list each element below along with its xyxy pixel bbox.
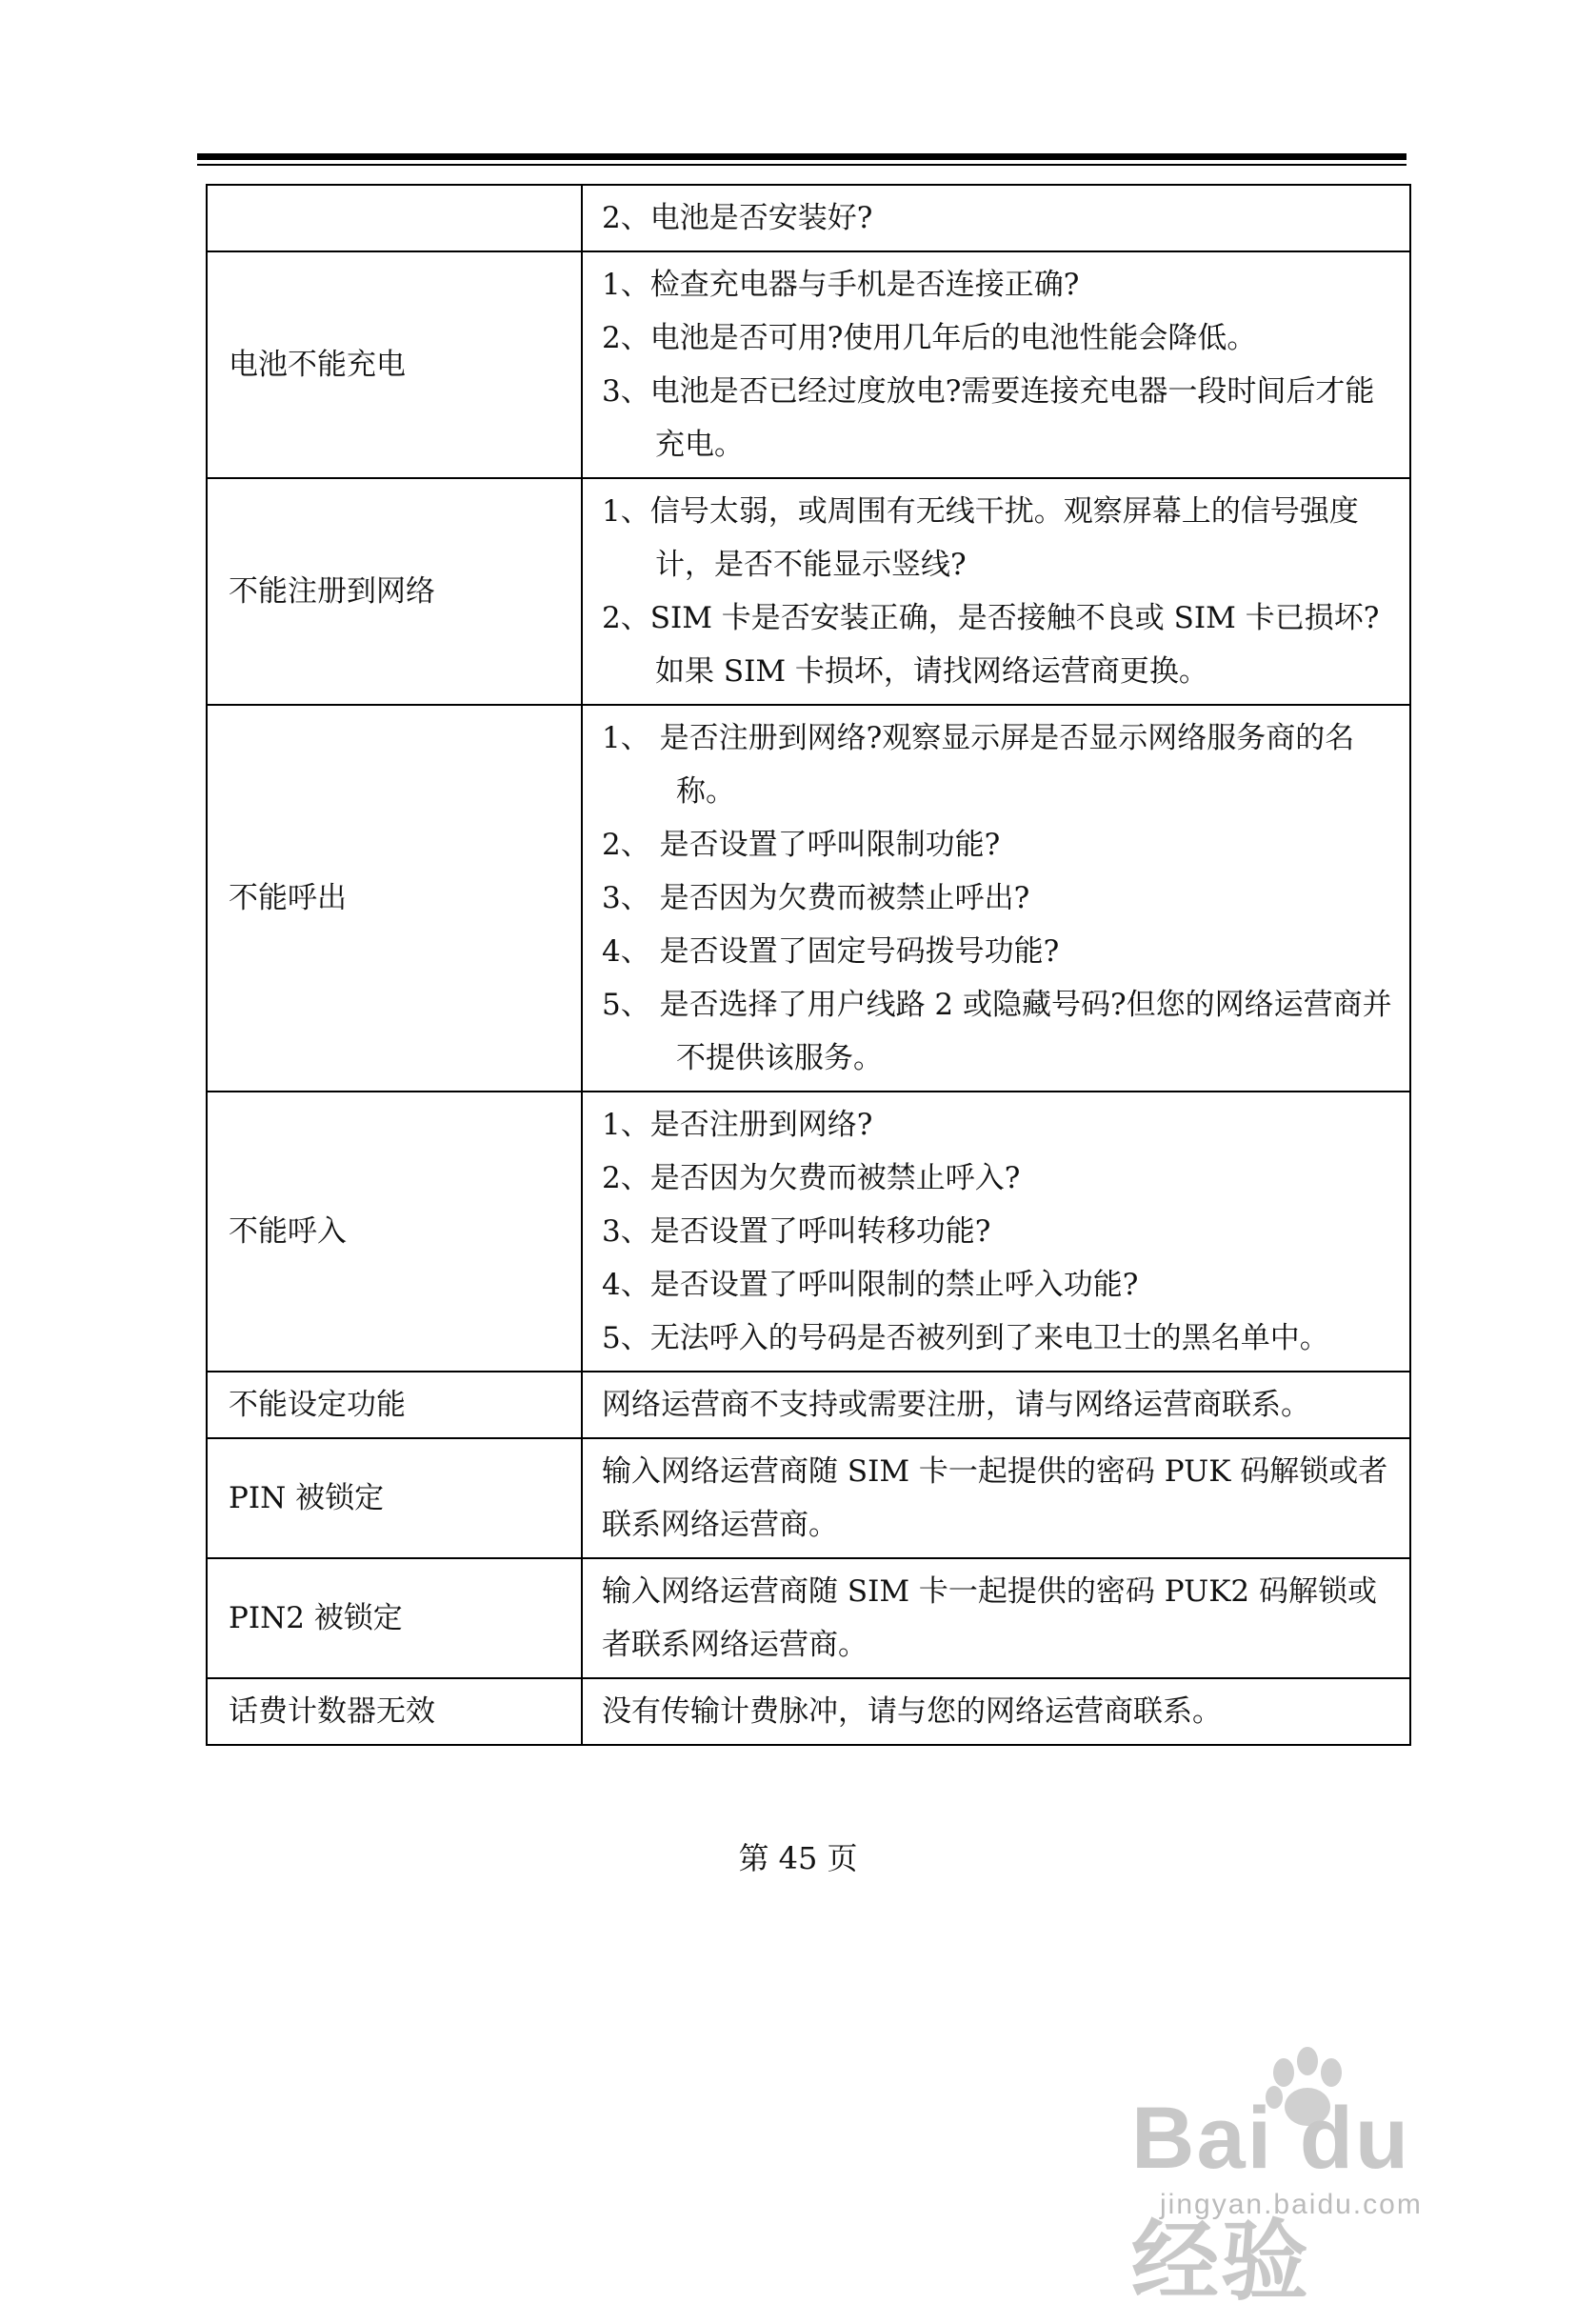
remedy-line: 输入网络运营商随 SIM 卡一起提供的密码 PUK 码解锁或者联系网络运营商。 xyxy=(602,1454,1388,1542)
remedy-cell xyxy=(582,1558,1410,1678)
problem-cell: 电池不能充电 xyxy=(207,251,582,478)
remedy-line: 5、 是否选择了用户线路 2 或隐藏号码?但您的网络运营商并不提供该服务。 xyxy=(602,988,1392,1075)
remedy-line: 1、信号太弱，或周围有无线干扰。观察屏幕上的信号强度计，是否不能显示竖线? xyxy=(602,494,1359,582)
problem-cell: 话费计数器无效 xyxy=(207,1678,582,1745)
remedy-cell xyxy=(582,185,1410,251)
baidu-jingyan-watermark xyxy=(1093,2076,1512,2311)
problem-cell: PIN 被锁定 xyxy=(207,1438,582,1558)
remedy-cell xyxy=(582,1438,1410,1558)
remedy-cell xyxy=(582,705,1410,1092)
remedy-line: 4、 是否设置了固定号码拨号功能? xyxy=(602,934,1060,969)
problem-cell: PIN2 被锁定 xyxy=(207,1558,582,1678)
table-row xyxy=(207,1372,1410,1438)
header-rule-thick xyxy=(197,153,1406,160)
remedy-line: 2、电池是否安装好? xyxy=(602,201,873,235)
remedy-line: 网络运营商不支持或需要注册，请与网络运营商联系。 xyxy=(602,1388,1310,1422)
problem-cell: 不能注册到网络 xyxy=(207,478,582,705)
watermark-url: jingyan.baidu.com xyxy=(1160,2189,1423,2220)
remedy-line: 2、电池是否可用?使用几年后的电池性能会降低。 xyxy=(602,321,1257,355)
remedy-line: 3、是否设置了呼叫转移功能? xyxy=(602,1214,991,1249)
page-number: 第 45 页 xyxy=(738,1840,858,1876)
remedy-line: 1、检查充电器与手机是否连接正确? xyxy=(602,268,1080,302)
table-row xyxy=(207,185,1410,251)
remedy-cell xyxy=(582,1372,1410,1438)
table-row xyxy=(207,1092,1410,1372)
table-row xyxy=(207,1558,1410,1678)
remedy-line: 2、SIM 卡是否安装正确，是否接触不良或 SIM 卡已损坏?如果 SIM 卡损坏，请找网络运营商更换。 xyxy=(602,601,1380,689)
problem-cell xyxy=(207,185,582,251)
remedy-line: 2、 是否设置了呼叫限制功能? xyxy=(602,828,1001,862)
troubleshooting-table xyxy=(206,184,1411,1746)
table-row xyxy=(207,1438,1410,1558)
watermark-logo-text: Bai du 经验 xyxy=(1131,2090,1411,2311)
remedy-line: 4、是否设置了呼叫限制的禁止呼入功能? xyxy=(602,1268,1139,1302)
problem-cell: 不能设定功能 xyxy=(207,1372,582,1438)
table-row xyxy=(207,478,1410,705)
remedy-line: 1、是否注册到网络? xyxy=(602,1108,873,1142)
table-row xyxy=(207,1678,1410,1745)
problem-cell: 不能呼出 xyxy=(207,705,582,1092)
remedy-line: 输入网络运营商随 SIM 卡一起提供的密码 PUK2 码解锁或者联系网络运营商。 xyxy=(602,1574,1377,1662)
problem-cell: 不能呼入 xyxy=(207,1092,582,1372)
remedy-line: 没有传输计费脉冲，请与您的网络运营商联系。 xyxy=(602,1694,1222,1729)
table-row xyxy=(207,251,1410,478)
remedy-line: 2、是否因为欠费而被禁止呼入? xyxy=(602,1161,1021,1195)
header-rule-thin xyxy=(197,164,1406,166)
remedy-line: 3、 是否因为欠费而被禁止呼出? xyxy=(602,881,1030,915)
remedy-cell xyxy=(582,1678,1410,1745)
remedy-cell xyxy=(582,478,1410,705)
remedy-line: 5、无法呼入的号码是否被列到了来电卫士的黑名单中。 xyxy=(602,1321,1329,1355)
remedy-line: 1、 是否注册到网络?观察显示屏是否显示网络服务商的名称。 xyxy=(602,721,1355,809)
table-row xyxy=(207,705,1410,1092)
remedy-cell xyxy=(582,1092,1410,1372)
remedy-line: 3、电池是否已经过度放电?需要连接充电器一段时间后才能充电。 xyxy=(602,374,1375,462)
remedy-cell xyxy=(582,251,1410,478)
